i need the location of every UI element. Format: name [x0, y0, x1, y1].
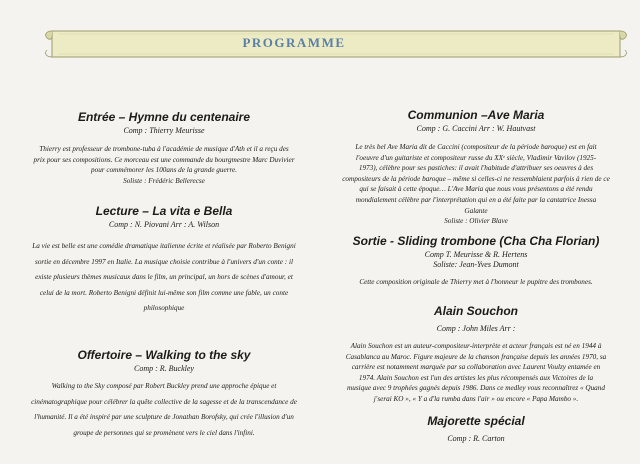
- item-title: Communion –Ave Maria: [407, 108, 545, 122]
- description-line: Thierry est professeur de trombone-tuba à l'académie de musique d'Ath et il a reçu des: [39, 145, 289, 153]
- description-line: Le très bel Ave Maria dit de Caccini (compositeur de la période baroque) est en fait: [355, 143, 597, 151]
- description-line: musique avec 9 trophées gagnés depuis 1986. Dans ce medley vous reconnaîtrez « Quand: [347, 384, 605, 393]
- program-item-communion: [324, 108, 628, 227]
- description-line: Cette composition originale de Thierry met à l'honneur le pupitre des trombones.: [359, 278, 593, 286]
- description-line: celui de la mort. Roberto Benigni définit lui-même son film comme une fable, un conte: [39, 288, 289, 297]
- item-composer: Comp : John Miles Arr :: [436, 324, 516, 333]
- description-line: sortie en décembre 1997 en Italie. La musique choisie contribue à l'univers d'un conte : il: [35, 257, 293, 266]
- description-line: carrière est notamment marquée par sa collaboration avec Laurent Voulzy entamée en: [351, 363, 601, 372]
- description-line: Galante: [464, 206, 488, 215]
- description-line: j'serai KO », « Y a d'la rumba dans l'air » ou encore « Papa Mambo ».: [373, 394, 579, 403]
- program-item-entree: [12, 110, 316, 186]
- description-line: groupe de personnes qui se promènent vers le ciel dans l'infini.: [73, 428, 255, 437]
- program-item-lecture: [12, 204, 316, 317]
- soloist-line: Soliste : Olivier Blave: [444, 217, 508, 226]
- description-line: Alain Souchon est un auteur-compositeur-interprète et acteur français est né en 1944 à: [350, 342, 602, 350]
- item-title: Majorette spécial: [427, 414, 525, 428]
- program-item-offertoire: [12, 348, 316, 441]
- program-item-alain-souchon: [324, 304, 628, 405]
- description-line: Casablanca au Maroc. Figure majeure de la chanson française depuis les années 1970, sa: [345, 352, 607, 361]
- description-line: 1973), célèbre pour ses pastiches: il avait l'habitude d'attribuer ses oeuvres à des: [358, 164, 594, 173]
- soloist-line: Soliste : Frédéric Bellerecse: [123, 176, 205, 185]
- description-line: existe plusieurs thèmes musicaux dans le film, un principal, un hors de scènes d'amour, et: [35, 273, 293, 281]
- item-composer: Comp : R. Buckley: [134, 364, 194, 373]
- item-composer: Comp : N. Piovani Arr : A. Wilson: [108, 220, 220, 229]
- description-line: 1974. Alain Souchon est l'un des artistes les plus récompensés aux Victoires de la: [358, 373, 594, 382]
- description-line: mondialement célèbre par l'interprétation qui en a été faite par la cantatrice Inessa: [355, 195, 597, 204]
- description-line: l'humanité. Il a été inspiré par une sculpture de Jonathan Borofsky, qui crée l'illusion d'un: [34, 413, 294, 421]
- item-composer: Comp : Thierry Meurisse: [123, 126, 205, 135]
- item-description: [12, 144, 316, 186]
- programme-banner: [44, 26, 628, 62]
- item-title: Sortie - Sliding trombone (Cha Cha Florian): [352, 234, 600, 248]
- description-line: La vie est belle est une comédie dramatique italienne écrite et réalisée par Roberto Benigni: [32, 242, 296, 250]
- item-description: [12, 239, 316, 317]
- item-description: [12, 379, 316, 441]
- description-line: Walking to the Sky composé par Robert Buckley prend une approche épique et: [51, 382, 277, 390]
- item-composer: Comp : G. Caccini Arr : W. Hautvast: [416, 124, 536, 133]
- description-line: compositeurs de la période baroque – même si celles-ci ne ressemblaient parfois à rien de ce: [342, 174, 610, 183]
- description-line: philosophique: [143, 304, 185, 312]
- item-composer: Comp : R. Carton: [447, 434, 505, 443]
- item-title: Lecture – La vita e Bella: [95, 204, 233, 218]
- page-title: PROGRAMME: [242, 35, 346, 50]
- description-line: qui se faisait à cette époque… L'Ave Maria que nous vous présentons a été rendu: [359, 185, 593, 194]
- description-line: pour commémorer les 100ans de la grande guerre.: [91, 166, 237, 175]
- program-item-majorette: [324, 414, 628, 443]
- description-line: cinématographique pour célébrer la quête collective de la sagesse et de la transcendance de: [31, 397, 297, 406]
- item-title: Alain Souchon: [434, 304, 518, 318]
- description-line: l'oeuvre d'un guitariste et compositeur russe du XXᵉ siècle, Vladimir Vavilov (1925-: [355, 153, 597, 162]
- item-title: Offertoire – Walking to the sky: [77, 348, 251, 362]
- item-composer: Comp T. Meurisse & R. Hertens: [424, 250, 528, 259]
- item-soloist: Soliste: Jean-Yves Dumont: [433, 260, 519, 269]
- item-title: Entrée – Hymne du centenaire: [77, 110, 251, 124]
- item-description: [324, 142, 628, 227]
- item-description: [324, 277, 628, 288]
- program-item-sortie: [324, 234, 628, 288]
- description-line: prix pour ses compositions. Ce morceau est une commande du bourgmestre Marc Duvivier: [33, 155, 295, 164]
- item-description: [324, 341, 628, 405]
